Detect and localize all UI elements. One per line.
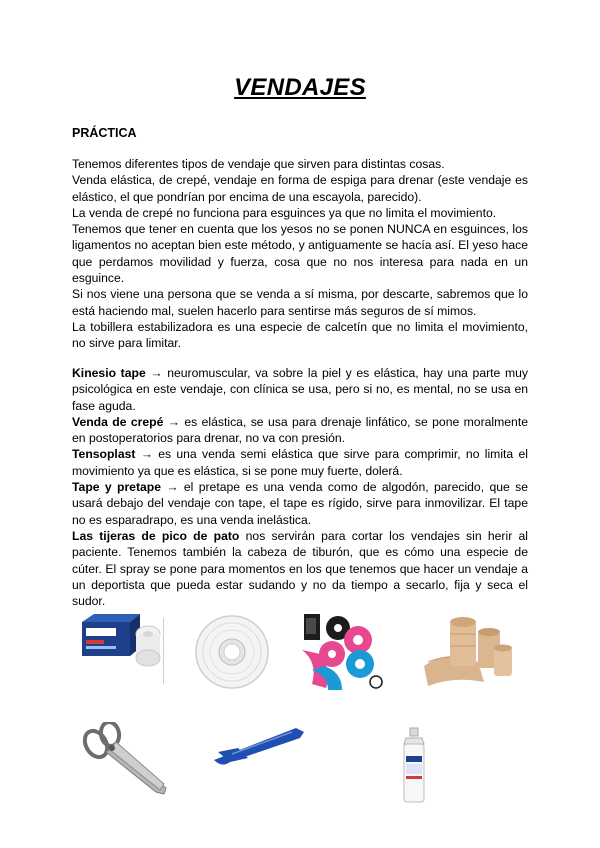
pretape-roll-image [192, 612, 272, 692]
paragraph: La venda de crepé no funciona para esguinces ya que no limita el movimiento. [72, 205, 497, 220]
definition-term: Tape y pretape [72, 480, 162, 495]
spray-can-image [396, 726, 432, 806]
definition-item [72, 414, 528, 447]
definition-term: Las tijeras de pico de pato [72, 528, 240, 543]
definition-item [72, 479, 528, 528]
definition-term: Venda de crepé [72, 414, 164, 429]
section-heading: PRÁCTICA [72, 126, 137, 140]
paragraph: Venda elástica, de crepé, vendaje en forma de espiga para drenar (este vendaje es elástico, el que pondrían por encima de una escayola, parecido). [72, 173, 528, 204]
definition-term: Tensoplast [72, 447, 136, 462]
definition-text: → neuromuscular, va sobre la piel y es elástica, hay una parte muy psicológica en este vendaje, con clínica se usa, pero si no, es mental, no se usa en fase aguda. [72, 366, 528, 413]
definition-text: → es una venda semi elástica que sirve para comprimir, no limita el movimiento ya que es elástica, si se pone muy fuerte, dolerá. [72, 447, 528, 478]
definition-text: nos servirán para cortar los vendajes sin herir al paciente. Tenemos también la cabeza de tiburón, que es cómo una especie de cúter. El spray se pone para momentos en los que tenemos que hacer un vendaje a un deportista que pueda estar sudando y no da tiempo a secarlo, fija y seca el sudor. [72, 528, 528, 609]
tensoplast-image [80, 612, 170, 672]
kinesio-tape-image [298, 610, 388, 692]
tape-cutter-image [208, 722, 308, 770]
definition-text: → es elástica, se usa para drenaje linfático, se pone moralmente en postoperatorios para drenar, no va con presión. [72, 414, 528, 446]
definition-term: Kinesio tape [72, 366, 146, 380]
divider-line [163, 618, 164, 684]
paragraph: Tenemos que tener en cuenta que los yesos no se ponen NUNCA en esguinces, los ligamentos no aceptan bien este método, y antiguamente se hacía así. El yeso hace que perdamos movilidad y fuerza, cosa que no nos interesa para nada en un esguince. [72, 222, 528, 286]
crepe-bandage-image [420, 612, 516, 690]
paragraph: La tobillera estabilizadora es una especie de calcetín que no limita el movimiento, no sirve para limitar. [72, 319, 528, 351]
definitions-list [72, 365, 528, 609]
scissors-image [80, 722, 176, 806]
paragraph: Tenemos diferentes tipos de vendaje que sirven para distintas cosas. [72, 157, 445, 171]
paragraph: Si nos viene una persona que se venda a sí misma, por descarte, sabremos que lo está haciendo mal, suelen hacerlo para sentirse más seguros de sí mimos. [72, 287, 528, 318]
definition-item [72, 446, 528, 479]
intro-text [72, 156, 528, 352]
definition-item [72, 528, 528, 609]
definition-text: → el pretape es una venda como de algodón, parecido, que se usará debajo del vendaje con tape, el tape es rígido, sirve para inmovilizar. El tape no es esparadrapo, es una venda inelástica. [72, 480, 528, 527]
definition-item [72, 365, 528, 414]
page-title: VENDAJES [234, 74, 366, 101]
